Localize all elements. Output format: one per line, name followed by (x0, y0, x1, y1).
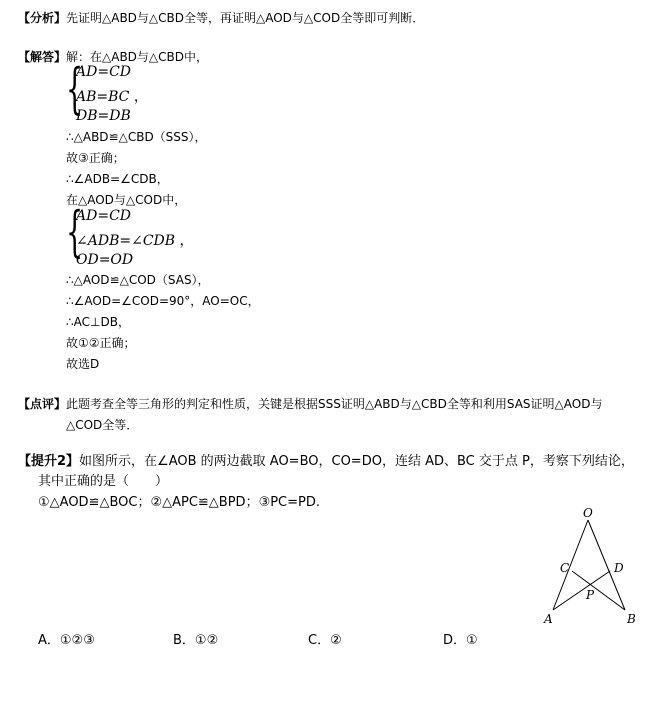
solution-intro-line (18, 48, 208, 65)
analysis-line (18, 9, 424, 26)
problem-line2: 其中正确的是（ ） (38, 474, 169, 489)
solution-step8: 故①②正确； (66, 336, 136, 350)
comment-tag: 【点评】 (18, 397, 67, 411)
label-C: C (560, 561, 570, 575)
segment-AD (553, 571, 610, 610)
label-B: B (627, 612, 636, 626)
system1-brace: { (66, 57, 84, 120)
system1-eq1: AD=CD (76, 64, 132, 80)
system2-eq2 (76, 230, 194, 250)
solution-step5: ∴△AOD≌△COD（SAS）， (66, 273, 210, 287)
solution-tag: 【解答】 (18, 50, 67, 64)
solution-step3: ∴∠ADB=∠CDB， (66, 172, 169, 186)
solution-step1: ∴△ABD≌△CBD（SSS）， (66, 130, 207, 144)
system1-comma: ， (133, 89, 148, 105)
system1-eq2-text: AB=BC (76, 89, 130, 105)
solution-step4: 在△AOD与△COD中， (66, 193, 187, 207)
system2-brace: { (66, 200, 84, 263)
solution-step7: ∴AC⊥DB， (66, 315, 130, 329)
system2-eq1: AD=CD (76, 208, 132, 224)
label-O: O (583, 506, 593, 520)
comment-line1 (18, 395, 602, 412)
geometry-figure (536, 503, 656, 633)
option-a[interactable]: A．①②③ (38, 633, 95, 648)
option-d[interactable]: D．① (443, 633, 478, 648)
label-A: A (544, 612, 553, 626)
label-P: P (586, 588, 595, 602)
comment-text1: 此题考查全等三角形的判定和性质，关键是根据SSS证明△ABD与△CBD全等和利用SAS证明△AOD与 (66, 397, 603, 411)
solution-step6: ∴∠AOD=∠COD=90°，AO=OC， (66, 294, 260, 308)
system2-eq3: OD=OD (76, 252, 134, 268)
solution-step9: 故选D (66, 357, 100, 371)
comment-line2: △COD全等． (66, 418, 139, 432)
problem-line3: ①△AOD≌△BOC；②△APC≌△BPD；③PC=PD. (38, 495, 321, 510)
system2-eq2-text: ∠ADB=∠CDB (76, 233, 176, 249)
segment-OA (553, 520, 588, 610)
problem-line1 (18, 450, 634, 469)
option-b[interactable]: B．①② (173, 633, 219, 648)
problem-text1: 如图所示，在∠AOB 的两边截取 AO=BO，CO=DO，连结 AD、BC 交于点 P，考察下列结论， (79, 454, 634, 469)
solution-intro: 解：在△ABD与△CBD中， (66, 50, 209, 64)
system1-eq3: DB=DB (76, 108, 131, 124)
system2-comma: ， (179, 233, 194, 249)
solution-step2: 故③正确； (66, 151, 125, 165)
label-D: D (614, 561, 624, 575)
analysis-tag: 【分析】 (18, 11, 67, 25)
system1-eq2 (76, 86, 148, 106)
analysis-text: 先证明△ABD与△CBD全等，再证明△AOD与△COD全等即可判断． (66, 11, 425, 25)
problem-tag: 【提升2】 (18, 454, 80, 469)
option-c[interactable]: C．② (308, 633, 342, 648)
